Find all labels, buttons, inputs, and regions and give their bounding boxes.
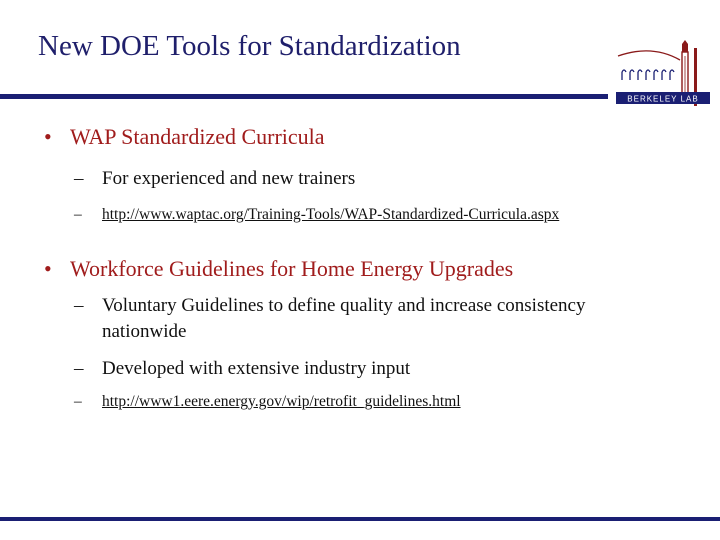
list-item: – Voluntary Guidelines to define quality and increase consistency nationwide	[74, 293, 642, 345]
footer-divider	[0, 517, 720, 521]
waptac-link[interactable]: http://www.waptac.org/Training-Tools/WAP-Standardized-Curricula.aspx	[102, 206, 560, 223]
eere-link[interactable]: http://www1.eere.energy.gov/wip/retrofit_guidelines.html	[102, 393, 461, 410]
bullet-wap-curricula	[44, 124, 325, 150]
list-item-text: For experienced and new trainers	[102, 168, 356, 189]
list-item: – http://www1.eere.energy.gov/wip/retrofit_guidelines.html	[74, 392, 662, 412]
berkeley-lab-logo	[612, 40, 712, 106]
bullet-text: Workforce Guidelines for Home Energy Upgrades	[70, 256, 514, 281]
list-item: – http://www.waptac.org/Training-Tools/WAP-Standardized-Curricula.aspx	[74, 205, 642, 225]
title-divider	[0, 94, 608, 99]
bullet-dot: •	[44, 256, 52, 281]
slide-title: New DOE Tools for Standardization	[38, 30, 461, 62]
list-item: – For experienced and new trainers	[74, 166, 662, 192]
bullet-dot: •	[44, 124, 52, 149]
list-item: – Developed with extensive industry input	[74, 356, 662, 382]
list-item-text: Voluntary Guidelines to define quality and increase consistency nationwide	[102, 295, 586, 342]
bullet-workforce-guidelines	[44, 256, 513, 282]
berkeley-lab-logo-icon	[612, 40, 712, 106]
logo-text: BERKELEY LAB	[627, 94, 699, 104]
list-item-text: Developed with extensive industry input	[102, 358, 411, 379]
bullet-text: WAP Standardized Curricula	[70, 124, 325, 149]
